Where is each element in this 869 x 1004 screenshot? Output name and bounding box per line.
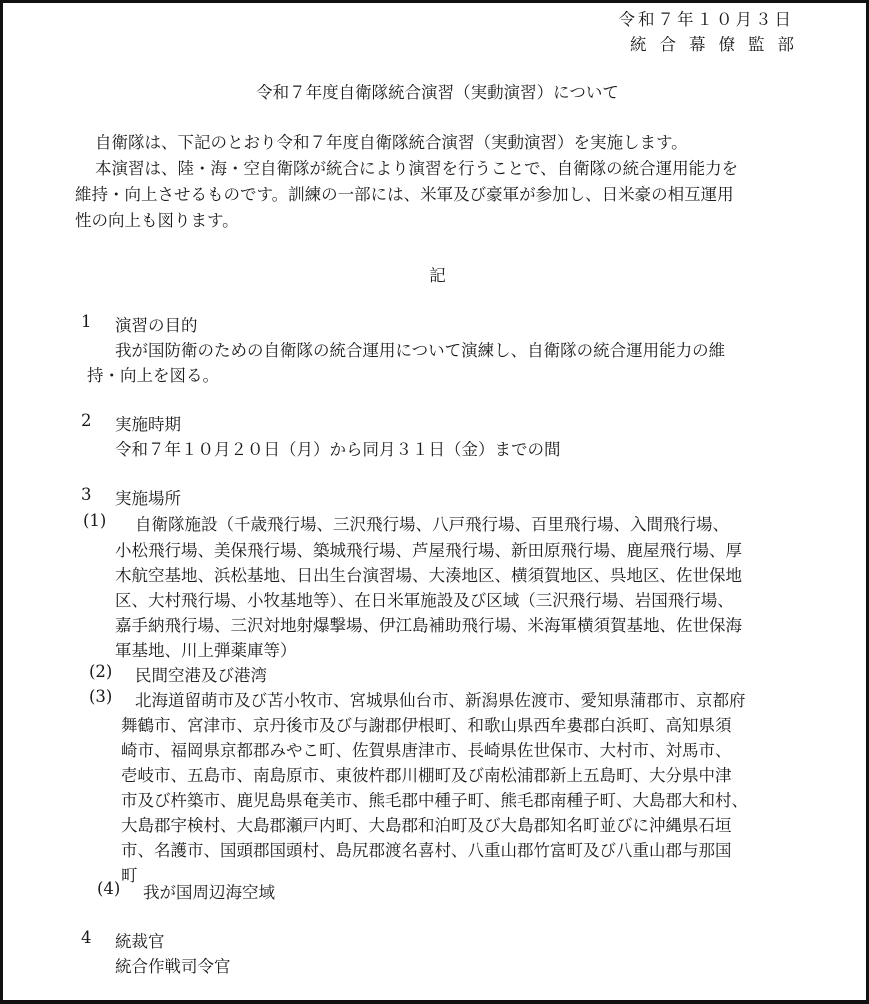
item-text: 北海道留萌市及び苫小牧市、宮城県仙台市、新潟県佐渡市、愛知県蒲郡市、京都府 xyxy=(135,691,746,710)
section-heading: 演習の目的 xyxy=(115,316,198,335)
intro-line: 自衛隊は、下記のとおり令和７年度自衛隊統合演習（実動演習）を実施します。 xyxy=(95,133,688,152)
intro-line: 性の向上も図ります。 xyxy=(75,211,239,230)
document-title: 令和７年度自衛隊統合演習（実動演習）について xyxy=(256,83,619,102)
item-marker: (2) xyxy=(89,662,113,681)
item-text: 町 xyxy=(121,866,138,885)
section-number: 4 xyxy=(81,928,92,947)
item-marker: (4) xyxy=(97,879,121,898)
item-text: 小松飛行場、美保飛行場、築城飛行場、芦屋飛行場、新田原飛行場、鹿屋飛行場、厚 xyxy=(115,541,742,560)
item-text: 木航空基地、浜松基地、日出生台演習場、大湊地区、横須賀地区、呉地区、佐世保地 xyxy=(115,566,742,585)
item-text: 壱岐市、五島市、南島原市、東彼杵郡川棚町及び南松浦郡新上五島町、大分県中津 xyxy=(121,766,732,785)
intro-line: 維持・向上させるものです。訓練の一部には、米軍及び豪軍が参加し、日米豪の相互運用 xyxy=(75,185,734,204)
section-heading: 統裁官 xyxy=(115,932,165,951)
item-text: 自衛隊施設（千歳飛行場、三沢飛行場、八戸飛行場、百里飛行場、入間飛行場、 xyxy=(135,515,729,534)
item-text: 軍基地、川上弾薬庫等） xyxy=(115,641,297,660)
section-text: 我が国防衛のための自衛隊の統合運用について演練し、自衛隊の統合運用能力の維 xyxy=(115,341,726,360)
section-text: 令和７年１０月２０日（月）から同月３１日（金）までの間 xyxy=(115,440,561,459)
item-text: 嘉手納飛行場、三沢対地射爆撃場、伊江島補助飛行場、米海軍横須賀基地、佐世保海 xyxy=(115,616,742,635)
item-text: 区、大村飛行場、小牧基地等）、在日米軍施設及び区域（三沢飛行場、岩国飛行場、 xyxy=(115,591,734,610)
item-marker: (3) xyxy=(89,687,113,706)
section-heading: 実施時期 xyxy=(115,415,181,434)
item-text: 市、名護市、国頭郡国頭村、島尻郡渡名喜村、八重山郡竹富町及び八重山郡与那国 xyxy=(121,841,732,860)
section-heading: 実施場所 xyxy=(115,489,181,508)
item-text: 民間空港及び港湾 xyxy=(135,666,267,685)
section-text: 持・向上を図る。 xyxy=(87,366,219,385)
ki-heading: 記 xyxy=(429,266,446,285)
item-text: 我が国周辺海空域 xyxy=(143,883,275,902)
section-number: 3 xyxy=(81,485,92,504)
item-text: 大島郡宇検村、大島郡瀬戸内町、大島郡和泊町及び大島郡知名町並びに沖縄県石垣 xyxy=(121,816,732,835)
item-text: 崎市、福岡県京都郡みやこ町、佐賀県唐津市、長崎県佐世保市、大村市、対馬市、 xyxy=(121,741,732,760)
section-number: 1 xyxy=(81,312,92,331)
item-marker: (1) xyxy=(83,511,107,530)
item-text: 市及び杵築市、鹿児島県奄美市、熊毛郡中種子町、熊毛郡南種子町、大島郡大和村、 xyxy=(121,791,748,810)
section-text: 統合作戦司令官 xyxy=(115,957,231,976)
section-number: 2 xyxy=(81,411,92,430)
issuing-organization: 統合幕僚監部 xyxy=(630,35,807,54)
document-date: 令和７年１０月３日 xyxy=(618,10,794,29)
intro-line: 本演習は、陸・海・空自衛隊が統合により演習を行うことで、自衛隊の統合運用能力を xyxy=(95,159,739,178)
item-text: 舞鶴市、宮津市、京丹後市及び与謝郡伊根町、和歌山県西牟婁郡白浜町、高知県須 xyxy=(121,716,732,735)
